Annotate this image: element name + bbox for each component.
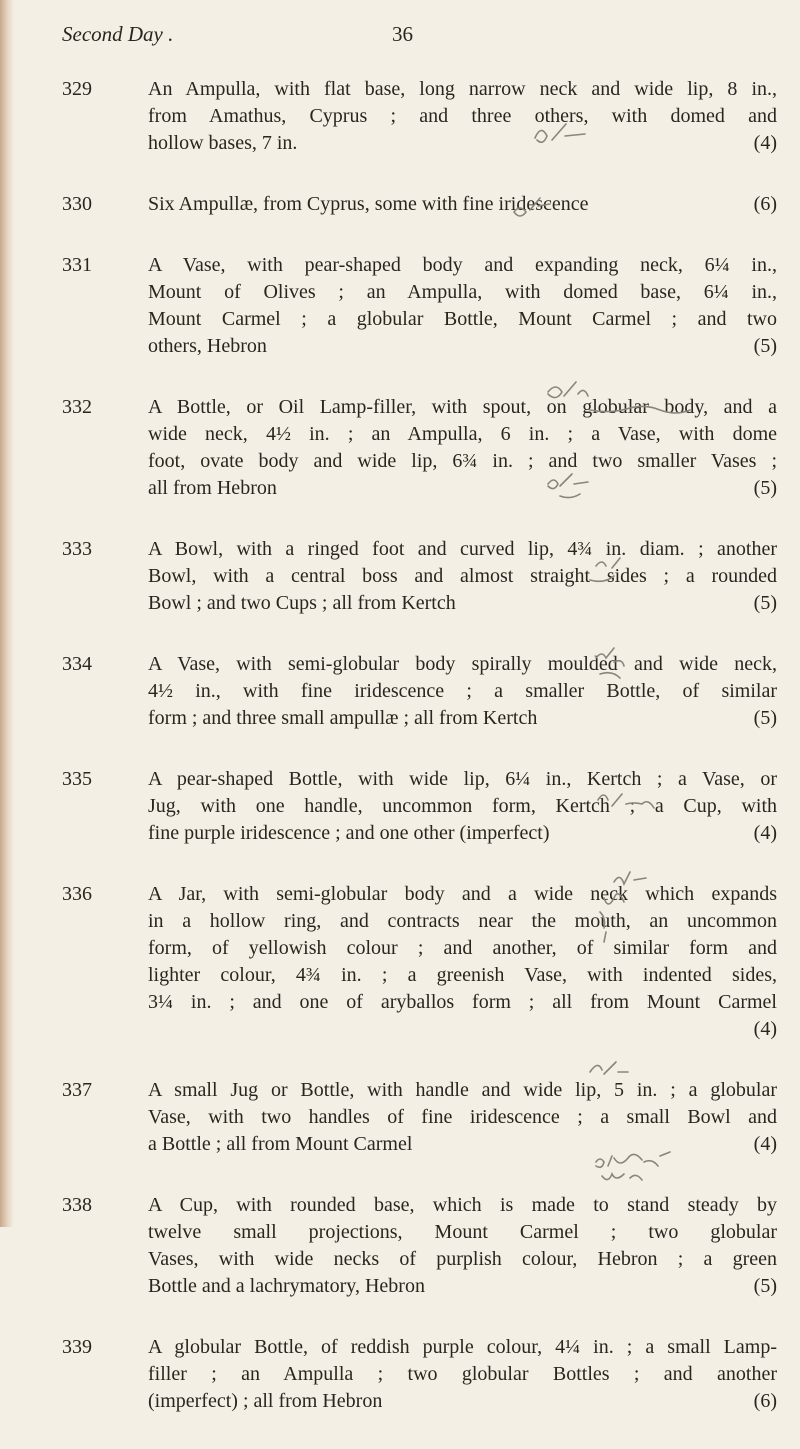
lot-item-count: (5) — [753, 707, 777, 729]
lot-description-line: Mount Carmel ; a globular Bottle, Mount Carmel ; and two — [148, 308, 777, 330]
lot-number: 336 — [62, 883, 92, 905]
lot-last-line — [148, 333, 777, 360]
lot-last-line — [148, 1131, 777, 1158]
lot-description-line: A globular Bottle, of reddish purple colour, 4¼ in. ; a small Lamp- — [148, 1336, 777, 1358]
lot-description-line: (imperfect) ; all from Hebron — [148, 1390, 383, 1412]
lot-last-line — [148, 705, 777, 732]
lot-last-line — [148, 590, 777, 617]
lot-number: 329 — [62, 78, 92, 100]
lot-last-line — [148, 475, 777, 502]
lot-description-line: Vases, with wide necks of purplish colour, Hebron ; a green — [148, 1248, 777, 1270]
lot-entry — [62, 1334, 777, 1415]
lot-description-line: wide neck, 4½ in. ; an Ampulla, 6 in. ; a Vase, with dome — [148, 423, 777, 445]
lot-number: 330 — [62, 193, 92, 215]
lot-entry — [62, 394, 777, 502]
lot-entry — [62, 252, 777, 360]
lot-item-count: (6) — [753, 1390, 777, 1412]
lot-item-count: (5) — [753, 592, 777, 614]
lot-number: 338 — [62, 1194, 92, 1216]
lot-number: 332 — [62, 396, 92, 418]
lot-description-line: Six Ampullæ, from Cyprus, some with fine iridescence — [148, 193, 589, 215]
lot-entry — [62, 191, 777, 218]
lot-list — [62, 76, 777, 1449]
lot-item-count: (4) — [753, 1018, 777, 1040]
lot-description-line: A Cup, with rounded base, which is made to stand steady by — [148, 1194, 777, 1216]
lot-description-line: 4½ in., with fine iridescence ; a smaller Bottle, of similar — [148, 680, 777, 702]
lot-description-line: 3¼ in. ; and one of aryballos form ; all from Mount Carmel — [148, 991, 777, 1013]
lot-description-line: Mount of Olives ; an Ampulla, with domed base, 6¼ in., — [148, 281, 777, 303]
lot-last-line — [148, 1388, 777, 1415]
page-number: 36 — [392, 22, 413, 46]
lot-item-count: (4) — [753, 1133, 777, 1155]
lot-item-count: (6) — [753, 193, 777, 215]
lot-item-count: (5) — [753, 335, 777, 357]
lot-entry — [62, 881, 777, 1043]
lot-entry — [62, 536, 777, 617]
lot-last-line — [148, 130, 777, 157]
lot-description-line: A Bottle, or Oil Lamp-filler, with spout, on globular body, and a — [148, 396, 777, 418]
lot-entry — [62, 76, 777, 157]
lot-description-line: twelve small projections, Mount Carmel ; two globular — [148, 1221, 777, 1243]
page-edge-shadow — [0, 0, 14, 1227]
lot-last-line — [148, 1016, 777, 1043]
lot-description-line: Jug, with one handle, uncommon form, Kertch ; a Cup, with — [148, 795, 777, 817]
lot-number: 337 — [62, 1079, 92, 1101]
lot-number: 331 — [62, 254, 92, 276]
lot-last-line — [148, 820, 777, 847]
lot-description-line: filler ; an Ampulla ; two globular Bottles ; and another — [148, 1363, 777, 1385]
lot-entry — [62, 766, 777, 847]
lot-description-line: Bowl, with a central boss and almost straight sides ; a rounded — [148, 565, 777, 587]
lot-description-line: An Ampulla, with flat base, long narrow neck and wide lip, 8 in., — [148, 78, 777, 100]
lot-number: 335 — [62, 768, 92, 790]
lot-description-line: lighter colour, 4¾ in. ; a greenish Vase, with indented sides, — [148, 964, 777, 986]
lot-description-line: all from Hebron — [148, 477, 277, 499]
lot-number: 339 — [62, 1336, 92, 1358]
lot-description-line: Bowl ; and two Cups ; all from Kertch — [148, 592, 456, 614]
lot-entry — [62, 651, 777, 732]
lot-description-line: Vase, with two handles of fine iridescence ; a small Bowl and — [148, 1106, 777, 1128]
lot-number: 333 — [62, 538, 92, 560]
lot-description-line: a Bottle ; all from Mount Carmel — [148, 1133, 413, 1155]
lot-description-line: foot, ovate body and wide lip, 6¾ in. ; and two smaller Vases ; — [148, 450, 777, 472]
lot-number: 334 — [62, 653, 92, 675]
lot-description-line: form, of yellowish colour ; and another, of similar form and — [148, 937, 777, 959]
lot-item-count: (4) — [753, 132, 777, 154]
lot-description-line: A small Jug or Bottle, with handle and wide lip, 5 in. ; a globular — [148, 1079, 777, 1101]
lot-description-line: A Vase, with semi-globular body spirally moulded and wide neck, — [148, 653, 777, 675]
lot-description-line: A Jar, with semi-globular body and a wide neck which expands — [148, 883, 777, 905]
page-header — [62, 22, 762, 52]
lot-entry — [62, 1192, 777, 1300]
lot-description-line: from Amathus, Cyprus ; and three others, with domed and — [148, 105, 777, 127]
lot-description-line: A Bowl, with a ringed foot and curved lip, 4¾ in. diam. ; another — [148, 538, 777, 560]
lot-last-line — [148, 1273, 777, 1300]
lot-description-line: A Vase, with pear-shaped body and expanding neck, 6¼ in., — [148, 254, 777, 276]
lot-description-line: A pear-shaped Bottle, with wide lip, 6¼ in., Kertch ; a Vase, or — [148, 768, 777, 790]
lot-item-count: (5) — [753, 477, 777, 499]
lot-description-line: fine purple iridescence ; and one other (imperfect) — [148, 822, 550, 844]
lot-item-count: (4) — [753, 822, 777, 844]
lot-description-line: others, Hebron — [148, 335, 267, 357]
lot-description-line: form ; and three small ampullæ ; all from Kertch — [148, 707, 538, 729]
lot-description-line: in a hollow ring, and contracts near the mouth, an uncommon — [148, 910, 777, 932]
lot-last-line — [148, 191, 777, 218]
lot-description-line: Bottle and a lachrymatory, Hebron — [148, 1275, 425, 1297]
lot-entry — [62, 1077, 777, 1158]
lot-item-count: (5) — [753, 1275, 777, 1297]
lot-description-line: hollow bases, 7 in. — [148, 132, 298, 154]
running-title: Second Day . — [62, 22, 174, 46]
